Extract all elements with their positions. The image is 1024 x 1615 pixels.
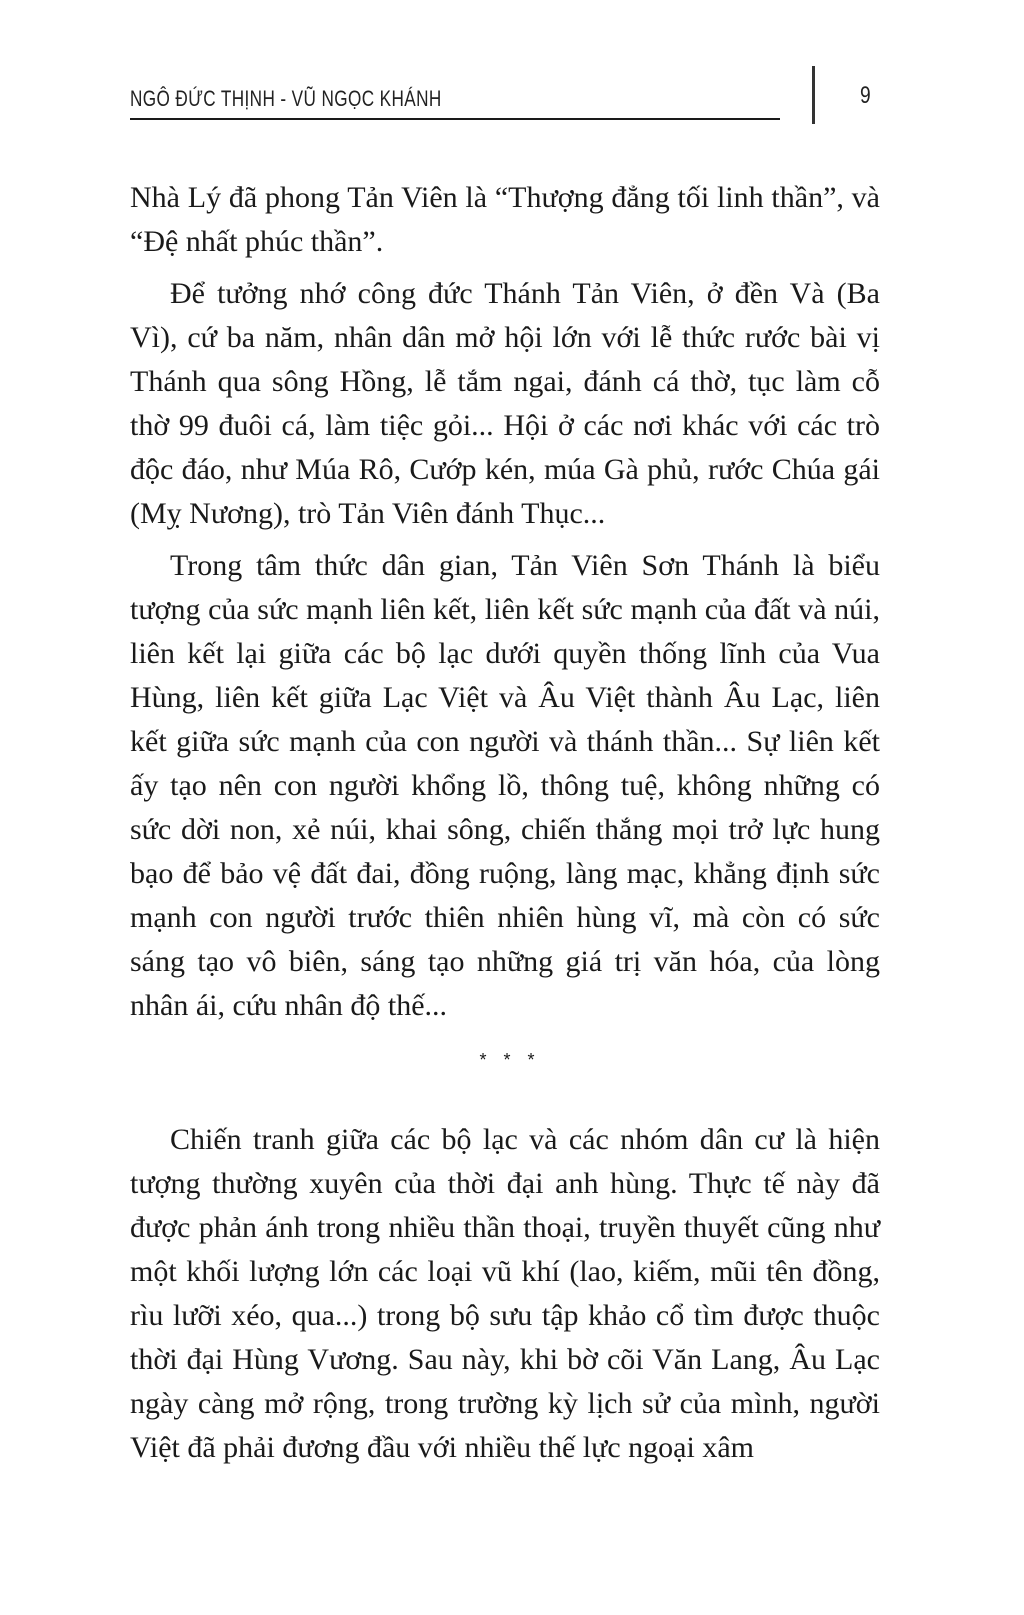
header-vertical-rule bbox=[812, 66, 815, 124]
section-separator: * * * bbox=[479, 1050, 541, 1070]
paragraph-festival: Để tưởng nhớ công đức Thánh Tản Viên, ở đền Và (Ba Vì), cứ ba năm, nhân dân mở hội lớn với lễ thức rước bài vị Thánh qua sông Hồng, lễ tắm ngai, đánh cá thờ, tục làm cỗ thờ 99 đuôi cá, làm tiệc gỏi... Hội ở các nơi khác với các trò độc đáo, như Múa Rô, Cướp kén, múa Gà phủ, rước Chúa gái (Mỵ Nương), trò Tản Viên đánh Thục... bbox=[130, 277, 880, 530]
page-header bbox=[130, 78, 780, 120]
paragraph-ly-dynasty-title: Nhà Lý đã phong Tản Viên là “Thượng đẳng tối linh thần”, và “Đệ nhất phúc thần”. bbox=[130, 181, 880, 258]
page-body bbox=[130, 176, 880, 1470]
running-head-authors: NGÔ ĐỨC THỊNH - VŨ NGỌC KHÁNH bbox=[130, 86, 442, 111]
paragraph-folk-consciousness: Trong tâm thức dân gian, Tản Viên Sơn Thánh là biểu tượng của sức mạnh liên kết, liên kết sức mạnh của đất và núi, liên kết lại giữa các bộ lạc dưới quyền thống lĩnh của Vua Hùng, liên kết giữa Lạc Việt và Âu Việt thành Âu Lạc, liên kết giữa sức mạnh của con người và thánh thần... Sự liên kết ấy tạo nên con người khổng lồ, thông tuệ, không những có sức dời non, xẻ núi, khai sông, chiến thắng mọi trở lực hung bạo để bảo vệ đất đai, đồng ruộng, làng mạc, khẳng định sức mạnh con người trước thiên nhiên hùng vĩ, mà còn có sức sáng tạo vô biên, sáng tạo những giá trị văn hóa, của lòng nhân ái, cứu nhân độ thế... bbox=[130, 549, 880, 1022]
page-number: 9 bbox=[860, 82, 871, 109]
paragraph-tribal-wars: Chiến tranh giữa các bộ lạc và các nhóm dân cư là hiện tượng thường xuyên của thời đại anh hùng. Thực tế này đã được phản ánh trong nhiều thần thoại, truyền thuyết cũng như một khối lượng lớn các loại vũ khí (lao, kiếm, mũi tên đồng, rìu lưỡi xéo, qua...) trong bộ sưu tập khảo cổ tìm được thuộc thời đại Hùng Vương. Sau này, khi bờ cõi Văn Lang, Âu Lạc ngày càng mở rộng, trong trường kỳ lịch sử của mình, người Việt đã phải đương đầu với nhiều thế lực ngoại xâm bbox=[130, 1123, 880, 1464]
